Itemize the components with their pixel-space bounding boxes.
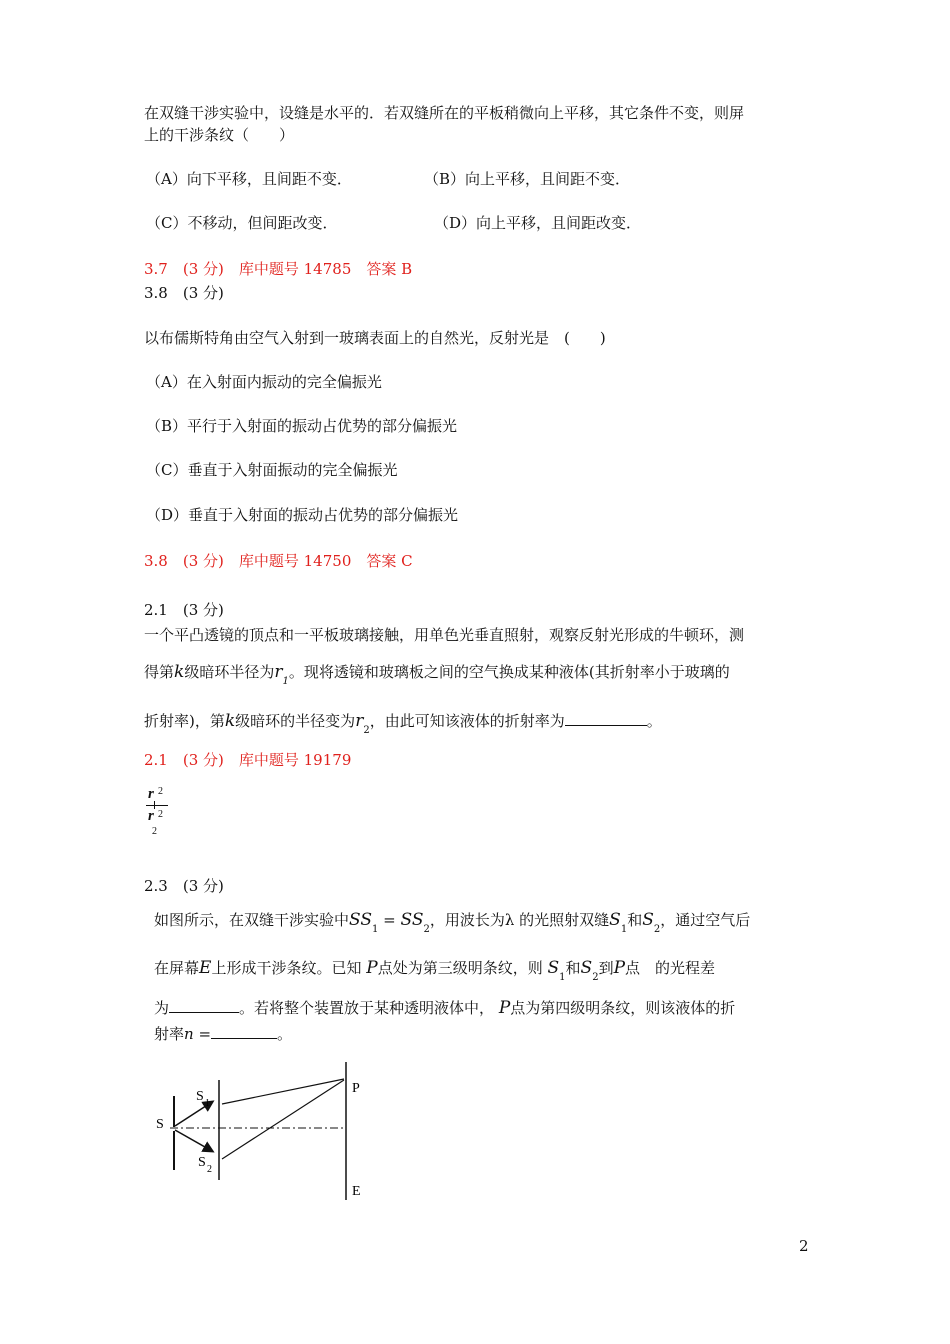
q37-stem-line1: 在双缝干涉实验中，设缝是水平的．若双缝所在的平板稍微向上平移，其它条件不变，则屏 <box>144 104 745 122</box>
q23-line2: 在屏幕E上形成干涉条纹。已知 P点处为第三级明条纹，则 $S_1$和$S_2$到P点 的光程差 <box>154 958 716 983</box>
q37-option-b: （B）向上平移，且间距不变． <box>424 170 631 188</box>
q38-stem: 以布儒斯特角由空气入射到一玻璃表面上的自然光，反射光是 ( ) <box>144 329 606 347</box>
label-s1: S <box>196 1089 204 1104</box>
page-number: 2 <box>799 1237 809 1255</box>
q23-header: 2.3 (3 分) <box>144 877 224 895</box>
q21-answer-blank <box>565 711 647 726</box>
q21-line1: 一个平凸透镜的顶点和一平板玻璃接触，用单色光垂直照射，观察反射光形成的牛顿环，测 <box>144 626 745 644</box>
q23-line1: 如图所示，在双缝干涉实验中$SS_1 = SS_2$，用波长为λ 的光照射双缝$S_1$和$S_2$，通过空气后 <box>154 910 751 935</box>
q23-line4: 射率n = 。 <box>154 1025 293 1043</box>
label-s2: S <box>198 1155 206 1170</box>
q38-header: 3.8 (3 分) <box>144 284 224 302</box>
q21-line2: 得第k级暗环半径为$r_1$。现将透镜和玻璃板之间的空气换成某种液体(其折射率小于玻璃的 <box>144 662 730 687</box>
label-e: E <box>352 1184 361 1199</box>
q21-fraction: r 2 r 2 2 <box>146 784 186 844</box>
q23-line3: 为 。若将整个装置放于某种透明液体中， P点为第四级明条纹，则该液体的折 <box>154 998 736 1018</box>
label-s1-sub: 1 <box>205 1098 210 1109</box>
q37-answer: 3.7 (3 分) 库中题号 14785 答案 B <box>144 260 413 278</box>
q37-stem-line2: 上的干涉条纹（ ） <box>144 126 295 144</box>
q38-option-c: （C）垂直于入射面振动的完全偏振光 <box>146 461 398 479</box>
ray-s-to-s2 <box>175 1130 212 1151</box>
q23-index-blank <box>211 1024 277 1039</box>
q23-path-diff-blank <box>169 998 239 1013</box>
q38-option-d: （D）垂直于入射面的振动占优势的部分偏振光 <box>146 506 459 524</box>
q37-option-a: （A）向下平移，且间距不变． <box>146 170 352 188</box>
q21-header: 2.1 (3 分) <box>144 601 224 619</box>
label-s: S <box>156 1117 164 1132</box>
q37-option-d: （D）向上平移，且间距改变． <box>434 214 642 232</box>
q21-answer: 2.1 (3 分) 库中题号 19179 <box>144 751 352 769</box>
q37-option-c: （C）不移动，但间距改变． <box>146 214 338 232</box>
label-p: P <box>352 1081 360 1096</box>
q21-line3: 折射率)，第k级暗环的半径变为$r_2$，由此可知该液体的折射率为 。 <box>144 711 662 736</box>
q38-option-b: （B）平行于入射面的振动占优势的部分偏振光 <box>146 417 458 435</box>
double-slit-diagram <box>150 1060 380 1210</box>
label-s2-sub: 2 <box>207 1164 212 1175</box>
q38-option-a: （A）在入射面内振动的完全偏振光 <box>146 373 382 391</box>
q38-answer: 3.8 (3 分) 库中题号 14750 答案 C <box>144 552 413 570</box>
